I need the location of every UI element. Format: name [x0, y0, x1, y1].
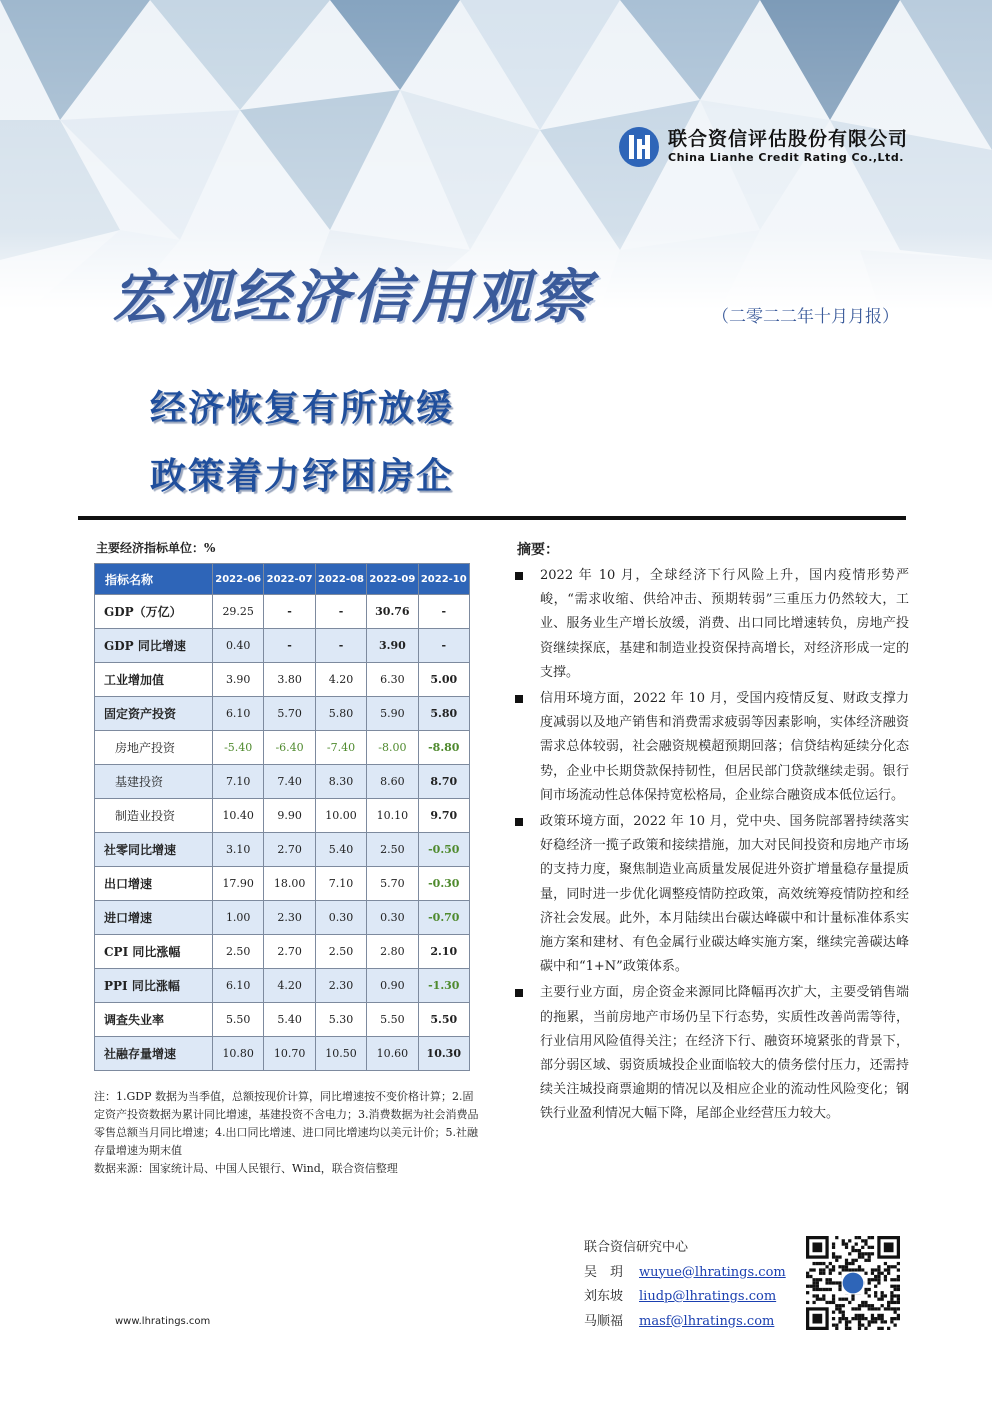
table-cell: -0.50 [418, 833, 469, 867]
contact-email-link[interactable]: wuyue@lhratings.com [639, 1264, 786, 1280]
square-bullet-icon [515, 572, 523, 580]
table-row [95, 1003, 470, 1037]
indicator-name: 基建投资 [95, 765, 213, 799]
abstract-text: 主要行业方面，房企资金来源同比降幅再次扩大，主要受销售端的拖累，当前房地产市场仍呈下行态势，实质性改善尚需等待，行业信用风险值得关注；在经济下行、融资环境紧张的背景下，部分弱区域、弱资质城投企业面临较大的债务偿付压力，还需持续关注城投商票逾期的情况以及相应企业的流动性风险变化；钢铁行业盈利情况大幅下降，尾部企业经营压力较大。 [540, 985, 909, 1122]
table-cell: 0.30 [315, 901, 366, 935]
table-cell: 6.10 [213, 697, 264, 731]
table-cell: 5.80 [418, 697, 469, 731]
abstract-item [513, 564, 909, 685]
notes-text: 注：1.GDP 数据为当季值，总额按现价计算，同比增速按不变价格计算；2.固定资产投资数据为累计同比增速，基建投资不含电力；3.消费数据为社会消费品零售总额当月同比增速；4.出口同比增速、进口同比增速均以美元计价；5.社融存量增速为期末值 [94, 1090, 479, 1157]
table-cell: -6.40 [264, 731, 315, 765]
table-cell: 30.76 [367, 595, 418, 629]
table-cell: 10.80 [213, 1037, 264, 1071]
table-caption: 主要经济指标单位：% [96, 541, 216, 555]
lianhe-logo-icon [618, 126, 660, 168]
headline-2: 政策着力纾困房企 [150, 455, 455, 497]
table-row [95, 663, 470, 697]
square-bullet-icon [515, 989, 523, 997]
table-cell: 2.70 [264, 935, 315, 969]
contact-name: 吴 玥 [584, 1264, 624, 1280]
qr-code-icon [806, 1236, 900, 1330]
table-cell: 2.80 [367, 935, 418, 969]
abstract-item [513, 981, 909, 1126]
table-cell: 4.20 [264, 969, 315, 1003]
table-cell: 5.50 [418, 1003, 469, 1037]
contact-email-link[interactable]: liudp@lhratings.com [639, 1289, 777, 1304]
header-month: 2022-08 [315, 564, 366, 595]
table-cell: 10.70 [264, 1037, 315, 1071]
logo-english-name: China Lianhe Credit Rating Co.,Ltd. [668, 151, 904, 164]
report-title: 宏观经济信用观察 [112, 263, 593, 331]
table-row [95, 935, 470, 969]
table-row [95, 799, 470, 833]
table-cell: 10.10 [367, 799, 418, 833]
table-cell: 2.50 [367, 833, 418, 867]
table-row [95, 867, 470, 901]
square-bullet-icon [515, 695, 523, 703]
table-cell: 5.40 [315, 833, 366, 867]
table-cell: 2.30 [315, 969, 366, 1003]
table-cell: 4.20 [315, 663, 366, 697]
table-cell: 5.40 [264, 1003, 315, 1037]
header-month: 2022-10 [418, 564, 469, 595]
table-cell: 9.70 [418, 799, 469, 833]
table-row [95, 1037, 470, 1071]
table-cell: -7.40 [315, 731, 366, 765]
research-center: 联合资信研究中心 [584, 1240, 689, 1255]
table-cell: - [418, 629, 469, 663]
table-row [95, 629, 470, 663]
abstract-list [513, 564, 909, 1129]
table-cell: 6.10 [213, 969, 264, 1003]
table-cell: 5.50 [213, 1003, 264, 1037]
abstract-text: 2022 年 10 月，全球经济下行风险上升，国内疫情形势严峻，“需求收缩、供给冲击、预期转弱”三重压力仍然较大，工业、服务业生产增长放缓，消费、出口同比增速转负，房地产投资继续探底，基建和制造业投资保持高增长，对经济形成一定的支撑。 [540, 568, 909, 680]
table-cell: 5.70 [367, 867, 418, 901]
indicator-name: 出口增速 [95, 867, 213, 901]
table-cell: 5.80 [315, 697, 366, 731]
table-cell: 18.00 [264, 867, 315, 901]
logo-chinese-name: 联合资信评估股份有限公司 [668, 128, 909, 150]
contact-email-link[interactable]: masf@lhratings.com [639, 1313, 775, 1329]
table-cell: 2.10 [418, 935, 469, 969]
table-row [95, 697, 470, 731]
header-month: 2022-09 [367, 564, 418, 595]
contact-row [584, 1310, 786, 1335]
abstract-text: 信用环境方面，2022 年 10 月，受国内疫情反复、财政支撑力度减弱以及地产销售和消费需求疲弱等因素影响，实体经济融资需求总体较弱，社会融资规模超预期回落；信贷结构延续分化态势，企业中长期贷款保持韧性，但居民部门贷款继续走弱。银行间市场流动性总体保持宽松格局，企业综合融资成本低位运行。 [540, 691, 909, 803]
table-cell: 17.90 [213, 867, 264, 901]
data-source: 数据来源：国家统计局、中国人民银行、Wind，联合资信整理 [94, 1162, 398, 1175]
table-cell: -8.00 [367, 731, 418, 765]
abstract-item [513, 810, 909, 979]
table-cell: -1.30 [418, 969, 469, 1003]
table-notes [94, 1088, 484, 1178]
headline-1: 经济恢复有所放缓 [150, 387, 455, 429]
table-row [95, 595, 470, 629]
table-cell: 5.90 [367, 697, 418, 731]
table-cell: 5.00 [418, 663, 469, 697]
table-cell: -0.70 [418, 901, 469, 935]
table-cell: 10.30 [418, 1037, 469, 1071]
website-link[interactable]: www.lhratings.com [115, 1316, 211, 1327]
table-cell: 3.90 [213, 663, 264, 697]
indicator-name: PPI 同比涨幅 [95, 969, 213, 1003]
table-cell: 8.70 [418, 765, 469, 799]
indicator-name: 固定资产投资 [95, 697, 213, 731]
table-cell: 0.40 [213, 629, 264, 663]
table-cell: 9.90 [264, 799, 315, 833]
table-cell: - [315, 595, 366, 629]
indicator-name: 工业增加值 [95, 663, 213, 697]
table-cell: - [264, 629, 315, 663]
table-row [95, 901, 470, 935]
table-cell: 3.80 [264, 663, 315, 697]
table-cell: 0.90 [367, 969, 418, 1003]
contact-row [584, 1285, 786, 1310]
table-cell: - [418, 595, 469, 629]
indicator-name: 进口增速 [95, 901, 213, 935]
table-cell: 0.30 [367, 901, 418, 935]
indicator-name: 房地产投资 [95, 731, 213, 765]
table-cell: 2.30 [264, 901, 315, 935]
table-row [95, 833, 470, 867]
table-cell: 10.00 [315, 799, 366, 833]
header-indicator: 指标名称 [95, 564, 213, 595]
indicator-name: CPI 同比涨幅 [95, 935, 213, 969]
table-cell: 3.10 [213, 833, 264, 867]
table-row [95, 969, 470, 1003]
table-cell: 2.50 [213, 935, 264, 969]
abstract-item [513, 687, 909, 808]
table-cell: 5.30 [315, 1003, 366, 1037]
section-divider [78, 516, 906, 520]
table-cell: 10.50 [315, 1037, 366, 1071]
table-cell: 3.90 [367, 629, 418, 663]
indicator-name: 社融存量增速 [95, 1037, 213, 1071]
table-cell: 7.40 [264, 765, 315, 799]
table-cell: - [315, 629, 366, 663]
indicator-name: GDP 同比增速 [95, 629, 213, 663]
contact-block [584, 1236, 786, 1334]
table-cell: 7.10 [213, 765, 264, 799]
table-cell: 5.70 [264, 697, 315, 731]
header-month: 2022-07 [264, 564, 315, 595]
table-cell: 7.10 [315, 867, 366, 901]
report-period: （二零二二年十月月报） [712, 307, 899, 327]
table-cell: -8.80 [418, 731, 469, 765]
table-cell: 2.50 [315, 935, 366, 969]
indicators-table [94, 563, 470, 1071]
table-cell: 10.40 [213, 799, 264, 833]
table-row [95, 731, 470, 765]
table-row [95, 765, 470, 799]
table-cell: 5.50 [367, 1003, 418, 1037]
contact-row [584, 1261, 786, 1286]
table-cell: 1.00 [213, 901, 264, 935]
contact-name: 马顺福 [584, 1313, 624, 1329]
table-header-row [95, 564, 470, 595]
header-month: 2022-06 [213, 564, 264, 595]
table-cell: - [264, 595, 315, 629]
table-cell: 10.60 [367, 1037, 418, 1071]
square-bullet-icon [515, 818, 523, 826]
table-cell: 8.60 [367, 765, 418, 799]
indicator-name: 调查失业率 [95, 1003, 213, 1037]
table-cell: 29.25 [213, 595, 264, 629]
contact-name: 刘东坡 [584, 1289, 624, 1304]
table-cell: 8.30 [315, 765, 366, 799]
abstract-title: 摘要： [517, 542, 559, 558]
indicator-name: GDP（万亿） [95, 595, 213, 629]
indicator-name: 制造业投资 [95, 799, 213, 833]
table-cell: -0.30 [418, 867, 469, 901]
abstract-text: 政策环境方面，2022 年 10 月，党中央、国务院部署持续落实好稳经济一揽子政策和接续措施，加大对民间投资和房地产市场的支持力度，聚焦制造业高质量发展促进外资扩增量稳存量提质量，同时进一步优化调整疫情防控政策，高效统筹疫情防控和经济社会发展。此外，本月陆续出台碳达峰碳中和计量标准体系实施方案和建材、有色金属行业碳达峰实施方案，继续完善碳达峰碳中和“1+N”政策体系。 [540, 814, 909, 975]
table-cell: -5.40 [213, 731, 264, 765]
indicator-name: 社零同比增速 [95, 833, 213, 867]
company-logo [618, 122, 918, 172]
table-cell: 2.70 [264, 833, 315, 867]
table-cell: 6.30 [367, 663, 418, 697]
